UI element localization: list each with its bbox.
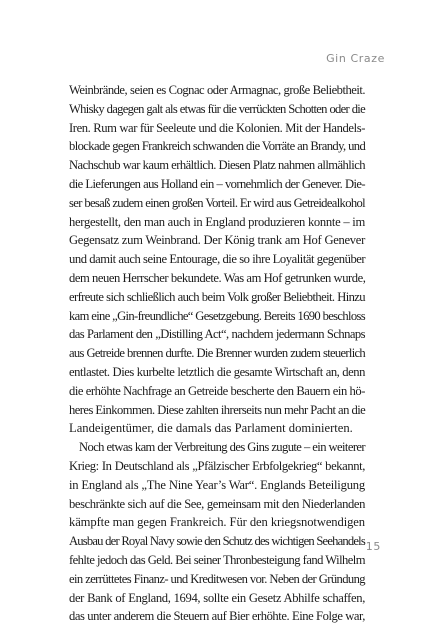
text-line: aus Getreide brennen durfte. Die Brenner wurden zudem steuerlich [69,346,365,361]
text-line: Whisky dagegen galt als etwas für die verrückten Schotten oder die [69,101,365,116]
running-head: Gin Craze [326,52,385,65]
text-line: Landeigentümer, die damals das Parlament dominierten. [69,421,353,436]
text-line: Krieg: In Deutschland als „Pfälzischer Erbfolgekrieg“ bekannt, [69,458,365,473]
text-line: das unter anderem die Steuern auf Bier erhöhte. Eine Folge war, [69,609,365,624]
text-line: kämpfte man gegen Frankreich. Für den kriegsnotwendigen [69,515,365,530]
text-line: die Lieferungen aus Holland ein – vornehmlich der Genever. Die- [69,176,365,191]
text-line: beschränkte sich auf die See, gemeinsam mit den Niederlanden [69,496,365,511]
page-number: 15 [365,540,381,553]
text-line: dem neuen Herrscher bekundete. Was am Hof getrunken wurde, [69,270,366,285]
paragraph [69,438,365,626]
text-line: Noch etwas kam der Verbreitung des Gins zugute – ein weiterer [79,440,365,455]
paragraph [69,81,365,438]
text-line: Iren. Rum war für Seeleute und die Kolonien. Mit der Handels- [69,120,365,135]
text-line: ser besaß zudem einen großen Vorteil. Er wird aus Getreidealkohol [69,195,365,210]
text-line: in England als „The Nine Year’s War“. Englands Beteiligung [69,477,365,492]
text-line: kam eine „Gin-freundliche“ Gesetzgebung. Bereits 1690 beschloss [69,308,365,323]
text-line: und damit auch seine Entourage, die so ihre Loyalität gegenüber [69,252,366,267]
text-line: erfreute sich schließlich auch beim Volk großer Beliebtheit. Hinzu [69,289,365,304]
text-line: ein zerrüttetes Finanz- und Kreditwesen vor. Neben der Gründung [69,571,365,586]
text-line: der Bank of England, 1694, sollte ein Gesetz Abhilfe schaffen, [69,590,365,605]
text-line: Weinbrände, seien es Cognac oder Armagnac, große Beliebtheit. [69,83,365,97]
text-line: hergestellt, den man auch in England produzieren konnte – im [69,214,365,229]
text-line: Nachschub war kaum erhältlich. Diesen Platz nahmen allmählich [69,158,365,173]
text-line: Ausbau der Royal Navy sowie den Schutz des wichtigen Seehandels [69,534,365,549]
text-line: blockade gegen Frankreich schwanden die Vorräte an Brandy, und [69,139,366,154]
text-line: heres Einkommen. Diese zahlten ihrerseits nun mehr Pacht an die [69,402,366,417]
body-text [69,81,365,626]
text-line: Gegensatz zum Weinbrand. Der König trank am Hof Genever [69,233,365,248]
text-line: entlastet. Dies kurbelte letztlich die gesamte Wirtschaft an, denn [69,364,365,379]
text-line: die erhöhte Nachfrage an Getreide bescherte den Bauern ein hö- [69,383,365,398]
text-line: das Parlament den „Distilling Act“, nachdem jedermann Schnaps [69,327,365,342]
text-line: fehlte jedoch das Geld. Bei seiner Thronbesteigung fand Wilhelm [69,552,365,567]
